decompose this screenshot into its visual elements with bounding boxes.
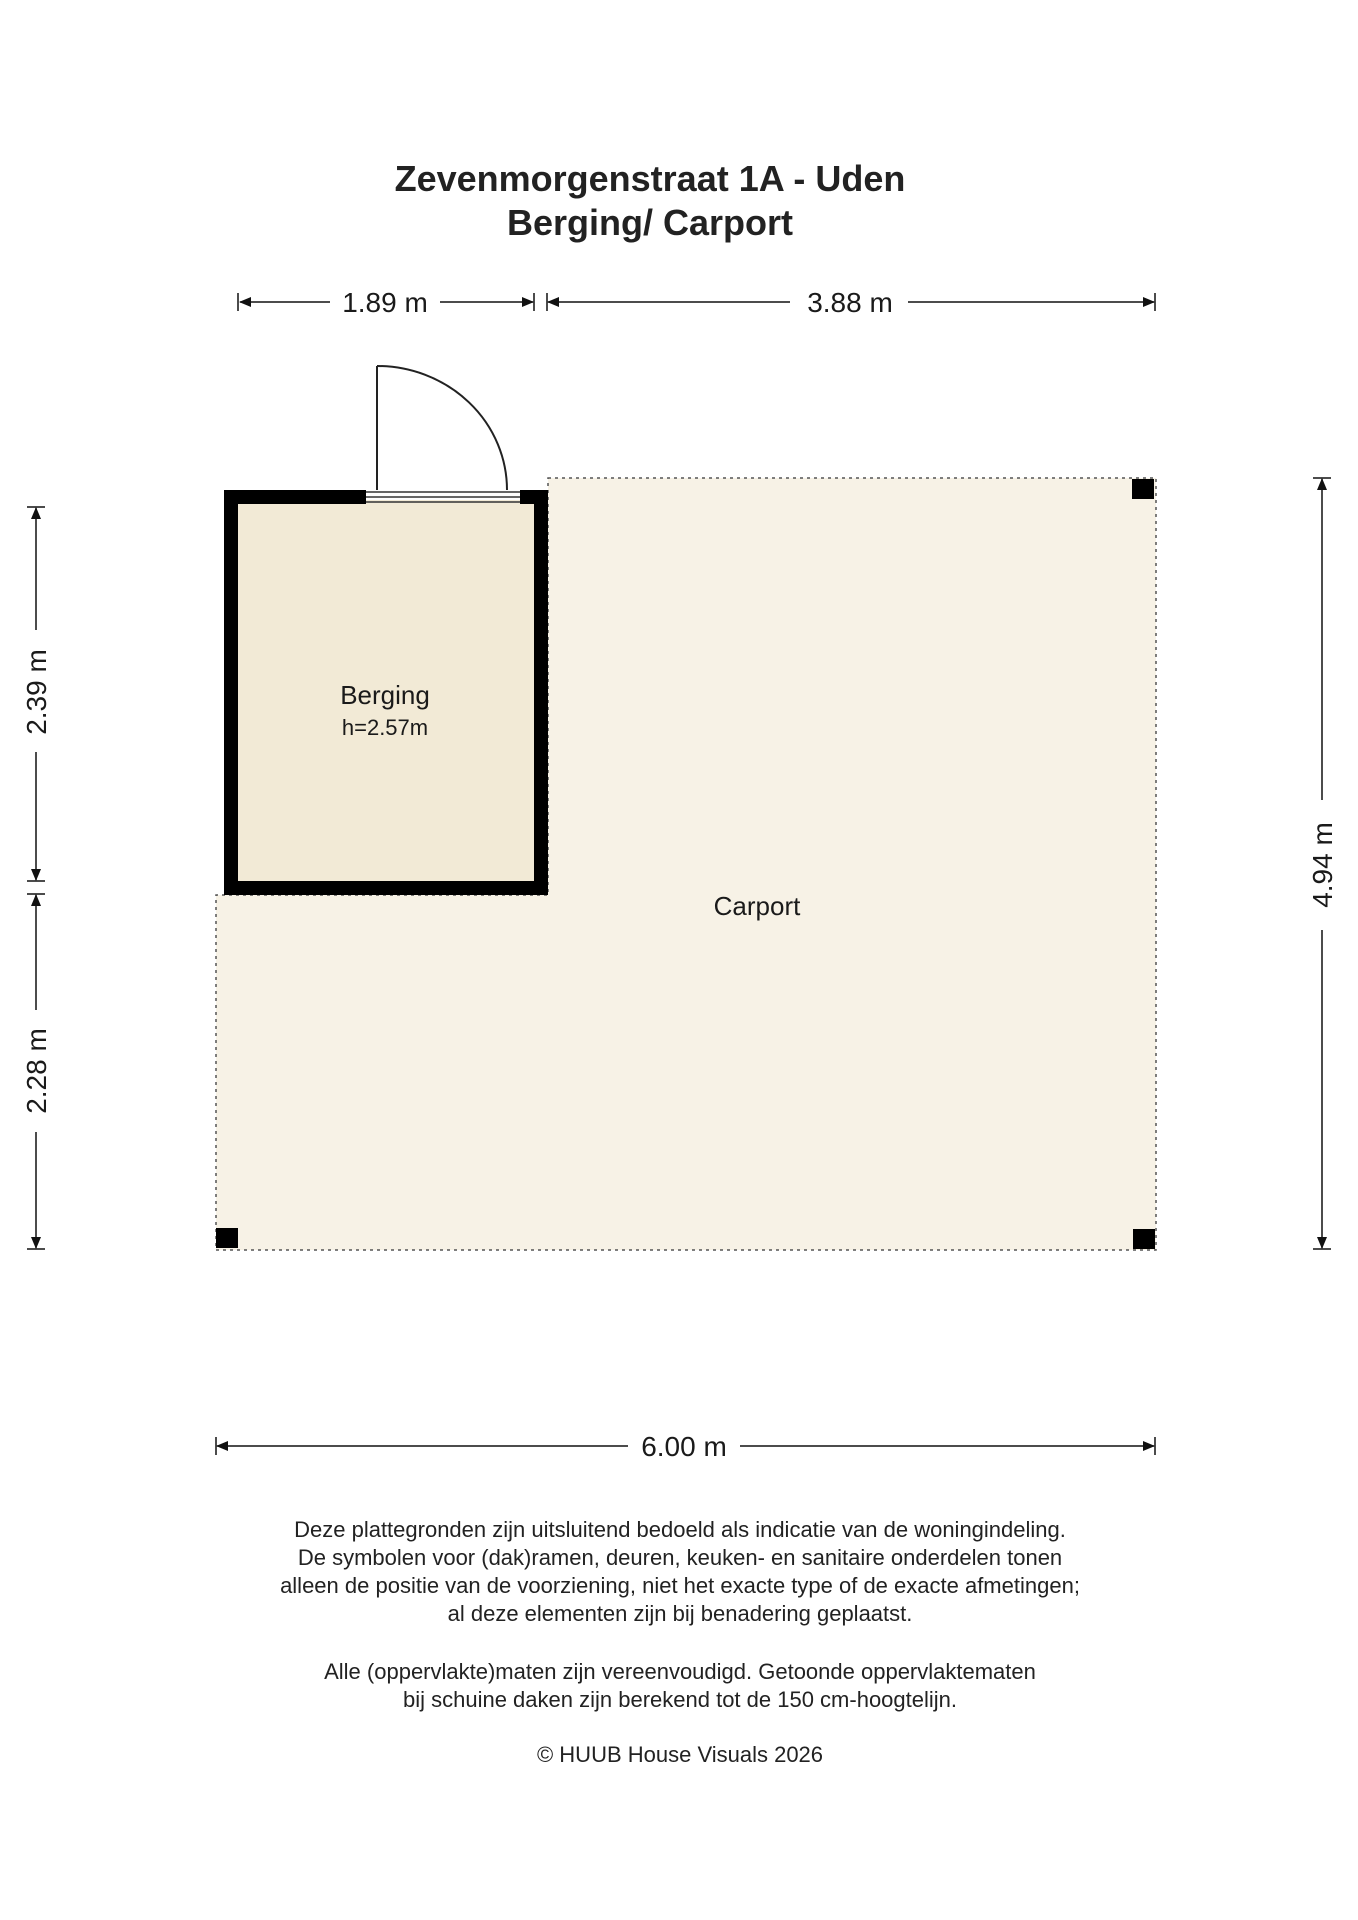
dimension-label: 3.88 m xyxy=(807,287,893,318)
dimension-top-left xyxy=(238,287,534,318)
wall-left xyxy=(224,490,238,895)
berging-height-label: h=2.57m xyxy=(341,715,429,740)
disclaimer-line: Deze plattegronden zijn uitsluitend bedoeld als indicatie van de woningindeling. xyxy=(294,1517,1066,1542)
carport-label: Carport xyxy=(713,891,801,921)
berging-label: Berging xyxy=(340,680,430,710)
dimension-top-right xyxy=(547,287,1155,318)
dimension-left-upper xyxy=(21,507,52,881)
plan-subtitle: Berging/ Carport xyxy=(506,202,793,243)
plan-title: Zevenmorgenstraat 1A - Uden xyxy=(394,158,906,199)
measurement-note xyxy=(200,1658,1160,1714)
dimension-label: 4.94 m xyxy=(1307,822,1338,908)
wall-right xyxy=(534,490,548,895)
disclaimer-line: De symbolen voor (dak)ramen, deuren, keuken- en sanitaire onderdelen tonen xyxy=(297,1545,1063,1570)
dimension-bottom xyxy=(216,1431,1155,1462)
dimension-label: 2.39 m xyxy=(21,649,52,735)
dimension-label: 1.89 m xyxy=(342,287,428,318)
wall-top-left xyxy=(224,490,366,504)
wall-top-right xyxy=(520,490,548,504)
copyright-text: © HUUB House Visuals 2026 xyxy=(536,1742,824,1767)
wall-bottom xyxy=(224,881,548,895)
carport-post xyxy=(216,1228,238,1248)
dimension-right xyxy=(1307,478,1338,1249)
dimension-left-lower xyxy=(21,894,52,1249)
dimension-label: 2.28 m xyxy=(21,1028,52,1114)
carport-post xyxy=(1133,1229,1155,1249)
disclaimer-line: Alle (oppervlakte)maten zijn vereenvoudigd. Getoonde oppervlaktematen xyxy=(324,1659,1036,1684)
door-symbol xyxy=(366,366,520,502)
disclaimer-line: alleen de positie van de voorziening, niet het exacte type of de exacte afmetingen; xyxy=(280,1573,1080,1598)
dimension-label: 6.00 m xyxy=(641,1431,727,1462)
disclaimer-paragraph xyxy=(200,1516,1160,1628)
carport-post xyxy=(1132,479,1154,499)
disclaimer-line: bij schuine daken zijn berekend tot de 150 cm-hoogtelijn. xyxy=(402,1687,958,1712)
disclaimer-line: al deze elementen zijn bij benadering geplaatst. xyxy=(447,1601,913,1626)
